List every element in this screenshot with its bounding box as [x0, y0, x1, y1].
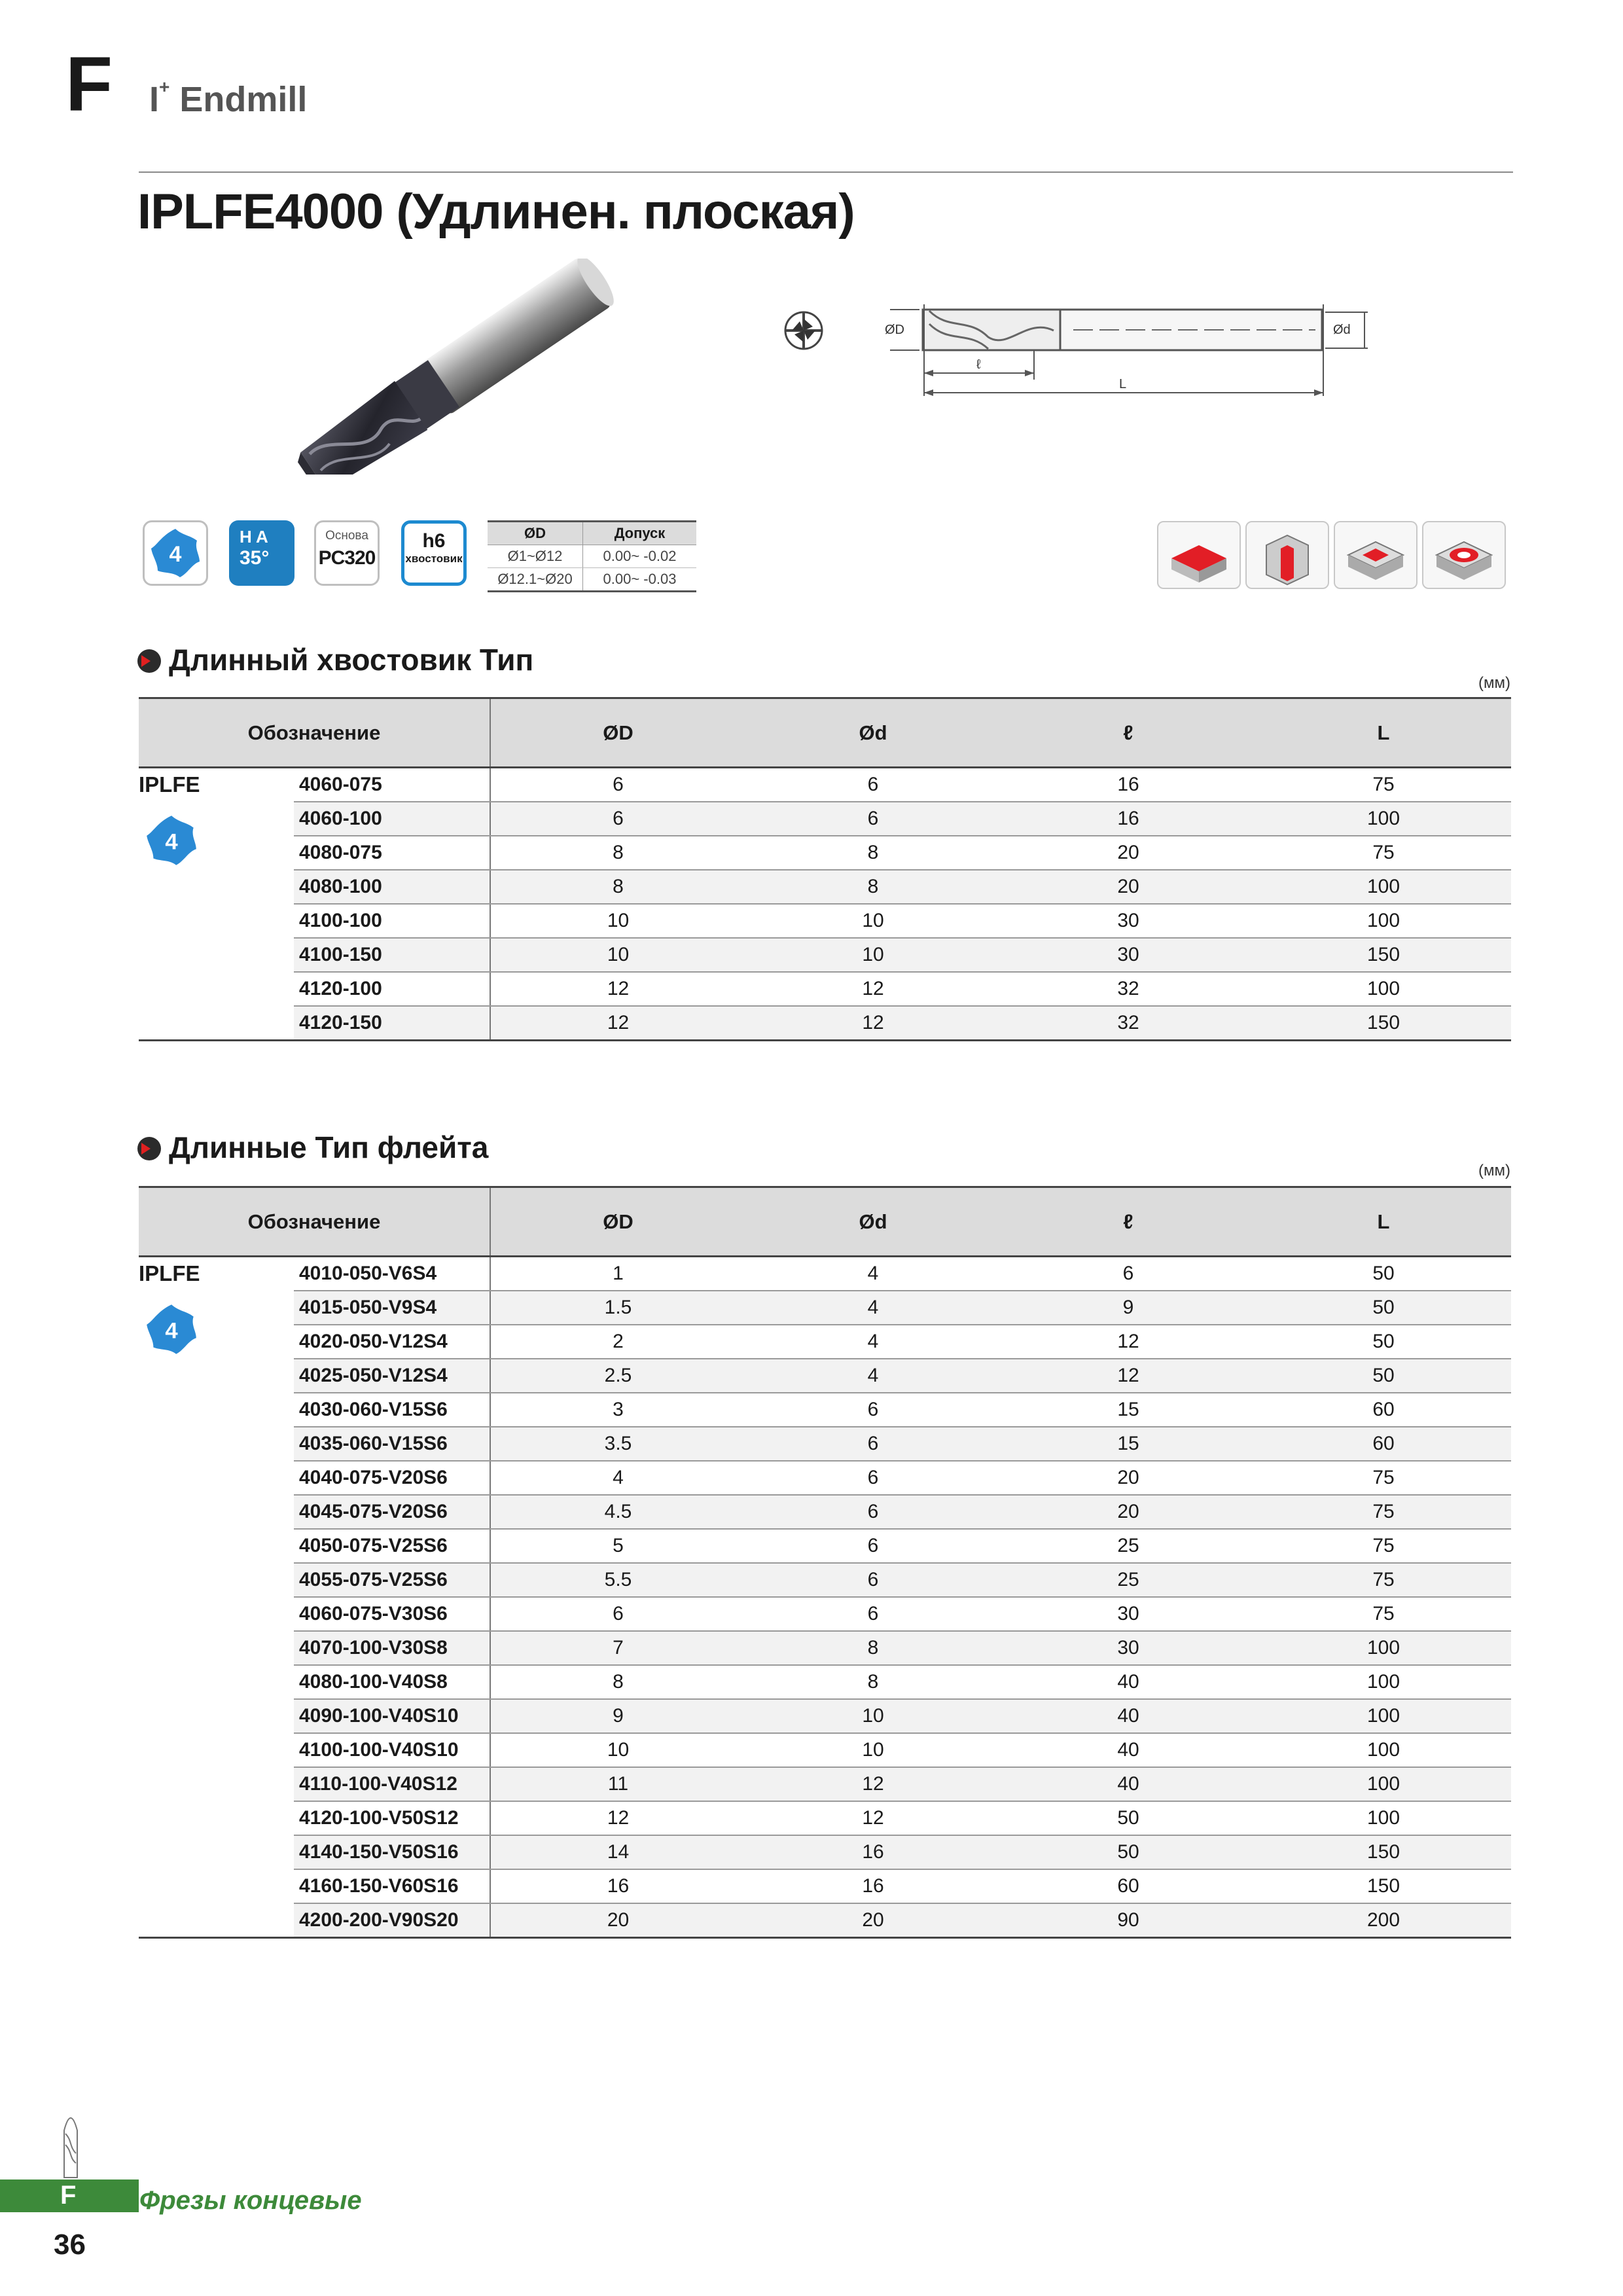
section-bullet-icon	[137, 1137, 161, 1160]
overall-length: 50	[1256, 1325, 1511, 1359]
table-row	[139, 1665, 1511, 1699]
item-code: 4100-100-V40S10	[294, 1733, 490, 1767]
diameter-D: 4.5	[490, 1495, 745, 1529]
tol-range: Ø1~Ø12	[488, 545, 583, 568]
unit-label: (мм)	[1478, 674, 1510, 692]
header-D: ØD	[490, 698, 745, 768]
application-pocketing-icon	[1334, 521, 1418, 589]
diameter-D: 10	[490, 1733, 745, 1767]
shank-d: 6	[745, 768, 1001, 802]
header-d: Ød	[745, 1187, 1001, 1257]
table-row	[139, 1325, 1511, 1359]
shank-d: 10	[745, 904, 1001, 938]
diameter-D: 12	[490, 1801, 745, 1835]
table-row	[139, 1257, 1511, 1291]
diameter-D: 6	[490, 1597, 745, 1631]
overall-length: 75	[1256, 768, 1511, 802]
item-code: 4080-100	[294, 870, 490, 904]
item-code: 4050-075-V25S6	[294, 1529, 490, 1563]
overall-length: 75	[1256, 1495, 1511, 1529]
item-code: 4120-100	[294, 972, 490, 1006]
flute-length: 25	[1001, 1563, 1256, 1597]
flute-length: 30	[1001, 1597, 1256, 1631]
flute-length: 20	[1001, 836, 1256, 870]
table-row	[139, 904, 1511, 938]
overall-length: 100	[1256, 1631, 1511, 1665]
series-prefix: IPLFE	[139, 1261, 200, 1285]
table-row	[139, 870, 1511, 904]
flute-length: 15	[1001, 1393, 1256, 1427]
diameter-D: 2	[490, 1325, 745, 1359]
flute-length: 12	[1001, 1325, 1256, 1359]
flute-length: 16	[1001, 768, 1256, 802]
drawing-label-D: ØD	[885, 323, 904, 337]
footer-category: Фрезы концевые	[139, 2186, 362, 2215]
overall-length: 75	[1256, 1529, 1511, 1563]
table-row	[139, 1835, 1511, 1869]
diameter-D: 4	[490, 1461, 745, 1495]
flutes-icon	[143, 520, 208, 586]
item-code: 4080-075	[294, 836, 490, 870]
section-letter: F	[65, 41, 113, 128]
item-code: 4060-075	[294, 768, 490, 802]
diameter-D: 8	[490, 1665, 745, 1699]
tolerance-table	[488, 520, 696, 592]
header-L: L	[1256, 698, 1511, 768]
shank-d: 8	[745, 836, 1001, 870]
diameter-D: 5	[490, 1529, 745, 1563]
endmill-photo	[262, 259, 648, 475]
diameter-D: 20	[490, 1903, 745, 1938]
shank-d: 10	[745, 938, 1001, 972]
shank-d: 6	[745, 1563, 1001, 1597]
item-code: 4120-150	[294, 1006, 490, 1041]
table-row	[139, 836, 1511, 870]
shank-d: 8	[745, 870, 1001, 904]
series-prefix: IPLFE	[139, 772, 200, 797]
flute-length: 32	[1001, 1006, 1256, 1041]
tol-header-D: ØD	[488, 522, 583, 545]
section-title-text: Длинные Тип флейта	[169, 1130, 489, 1164]
diameter-D: 3.5	[490, 1427, 745, 1461]
section-bullet-icon	[137, 649, 161, 673]
table-row	[139, 802, 1511, 836]
shank-d: 8	[745, 1665, 1001, 1699]
diameter-D: 12	[490, 972, 745, 1006]
overall-length: 100	[1256, 904, 1511, 938]
table-row	[139, 1393, 1511, 1427]
table-row	[139, 1427, 1511, 1461]
shank-d: 4	[745, 1359, 1001, 1393]
shank-d: 6	[745, 1427, 1001, 1461]
flutes-count: 4	[165, 829, 178, 855]
item-code: 4120-100-V50S12	[294, 1801, 490, 1835]
diameter-D: 2.5	[490, 1359, 745, 1393]
helix-angle-icon	[229, 520, 294, 586]
tol-value: 0.00~ -0.03	[583, 568, 697, 592]
item-code: 4040-075-V20S6	[294, 1461, 490, 1495]
flute-length: 25	[1001, 1529, 1256, 1563]
overall-length: 150	[1256, 1006, 1511, 1041]
series-label: Endmill	[179, 80, 308, 119]
item-code: 4035-060-V15S6	[294, 1427, 490, 1461]
long-shank-table	[139, 697, 1511, 1041]
shank-d: 10	[745, 1733, 1001, 1767]
unit-label: (мм)	[1478, 1162, 1510, 1179]
end-view-icon	[785, 312, 822, 349]
shank-d: 12	[745, 1767, 1001, 1801]
item-code: 4110-100-V40S12	[294, 1767, 490, 1801]
flute-length: 40	[1001, 1665, 1256, 1699]
shank-d: 4	[745, 1291, 1001, 1325]
table-row	[488, 545, 696, 568]
item-code: 4055-075-V25S6	[294, 1563, 490, 1597]
shank-d: 6	[745, 802, 1001, 836]
flute-length: 6	[1001, 1257, 1256, 1291]
diameter-D: 1.5	[490, 1291, 745, 1325]
diameter-D: 14	[490, 1835, 745, 1869]
item-code: 4060-100	[294, 802, 490, 836]
tol-value: 0.00~ -0.02	[583, 545, 697, 568]
table-row	[139, 1733, 1511, 1767]
shank-d: 12	[745, 1801, 1001, 1835]
overall-length: 60	[1256, 1393, 1511, 1427]
flutes-icon	[139, 797, 294, 877]
table-row	[139, 1767, 1511, 1801]
shank-d: 16	[745, 1869, 1001, 1903]
flutes-count: 4	[169, 542, 182, 567]
diameter-D: 3	[490, 1393, 745, 1427]
table-row	[139, 1903, 1511, 1938]
overall-length: 150	[1256, 1835, 1511, 1869]
shank-d: 6	[745, 1597, 1001, 1631]
grade-label: Основа	[325, 529, 368, 543]
shank-d: 20	[745, 1903, 1001, 1938]
shank-d: 4	[745, 1325, 1001, 1359]
flute-length: 15	[1001, 1427, 1256, 1461]
overall-length: 100	[1256, 1801, 1511, 1835]
grade-icon	[314, 520, 380, 586]
overall-length: 50	[1256, 1257, 1511, 1291]
flute-length: 30	[1001, 904, 1256, 938]
item-code: 4025-050-V12S4	[294, 1359, 490, 1393]
application-slotting-icon	[1245, 521, 1329, 589]
overall-length: 150	[1256, 938, 1511, 972]
header-L: L	[1256, 1187, 1511, 1257]
flute-length: 20	[1001, 1461, 1256, 1495]
shank-label: хвостовик	[405, 552, 463, 565]
overall-length: 50	[1256, 1359, 1511, 1393]
header-l: ℓ	[1001, 698, 1256, 768]
diameter-D: 8	[490, 870, 745, 904]
overall-length: 150	[1256, 1869, 1511, 1903]
shank-d: 6	[745, 1393, 1001, 1427]
diameter-D: 11	[490, 1767, 745, 1801]
table-row	[139, 1801, 1511, 1835]
endmill-thumbnail-icon	[56, 2104, 85, 2179]
item-code: 4140-150-V50S16	[294, 1835, 490, 1869]
flute-length: 40	[1001, 1699, 1256, 1733]
series-prefix: I	[149, 80, 160, 119]
flute-length: 9	[1001, 1291, 1256, 1325]
grade-value: PC320	[318, 547, 376, 569]
item-code: 4160-150-V60S16	[294, 1869, 490, 1903]
flute-length: 30	[1001, 1631, 1256, 1665]
helix-label: H A	[240, 527, 268, 547]
diameter-D: 6	[490, 802, 745, 836]
diameter-D: 7	[490, 1631, 745, 1665]
helix-value: 35°	[240, 547, 270, 569]
footer-section-letter: F	[60, 2181, 77, 2210]
diameter-D: 9	[490, 1699, 745, 1733]
drawing-label-d: Ød	[1333, 323, 1351, 337]
shank-tolerance-icon	[401, 520, 467, 586]
table-row	[139, 972, 1511, 1006]
flute-length: 50	[1001, 1801, 1256, 1835]
table-row	[139, 1563, 1511, 1597]
diameter-D: 12	[490, 1006, 745, 1041]
tol-range: Ø12.1~Ø20	[488, 568, 583, 592]
diameter-D: 8	[490, 836, 745, 870]
overall-length: 100	[1256, 1665, 1511, 1699]
overall-length: 75	[1256, 1597, 1511, 1631]
diameter-D: 1	[490, 1257, 745, 1291]
item-code: 4100-100	[294, 904, 490, 938]
flutes-count: 4	[165, 1318, 178, 1344]
shank-tolerance: h6	[422, 530, 446, 552]
shank-d: 6	[745, 1461, 1001, 1495]
item-code: 4200-200-V90S20	[294, 1903, 490, 1938]
table-row	[139, 1495, 1511, 1529]
diameter-D: 6	[490, 768, 745, 802]
diameter-D: 5.5	[490, 1563, 745, 1597]
application-face-milling-icon	[1157, 521, 1241, 589]
overall-length: 100	[1256, 802, 1511, 836]
header-divider	[139, 171, 1513, 173]
overall-length: 75	[1256, 836, 1511, 870]
header-designation: Обозначение	[139, 698, 490, 768]
shank-d: 4	[745, 1257, 1001, 1291]
page-number: 36	[54, 2229, 86, 2261]
overall-length: 50	[1256, 1291, 1511, 1325]
series-prefix-cell	[139, 1257, 294, 1938]
item-code: 4020-050-V12S4	[294, 1325, 490, 1359]
shank-d: 16	[745, 1835, 1001, 1869]
item-code: 4070-100-V30S8	[294, 1631, 490, 1665]
diameter-D: 16	[490, 1869, 745, 1903]
table-row	[139, 938, 1511, 972]
shank-d: 12	[745, 972, 1001, 1006]
item-code: 4015-050-V9S4	[294, 1291, 490, 1325]
flutes-icon	[139, 1286, 294, 1366]
section-title-long-flute	[137, 1132, 488, 1162]
flute-length: 12	[1001, 1359, 1256, 1393]
item-code: 4100-150	[294, 938, 490, 972]
overall-length: 100	[1256, 1767, 1511, 1801]
header-designation: Обозначение	[139, 1187, 490, 1257]
section-title-long-shank	[137, 645, 533, 675]
diameter-D: 10	[490, 904, 745, 938]
item-code: 4080-100-V40S8	[294, 1665, 490, 1699]
series-prefix-cell	[139, 768, 294, 1041]
table-row	[139, 1869, 1511, 1903]
series-name	[149, 77, 308, 119]
overall-length: 60	[1256, 1427, 1511, 1461]
table-row	[139, 768, 1511, 802]
overall-length: 100	[1256, 972, 1511, 1006]
overall-length: 100	[1256, 1699, 1511, 1733]
overall-length: 75	[1256, 1563, 1511, 1597]
shank-d: 8	[745, 1631, 1001, 1665]
overall-length: 100	[1256, 870, 1511, 904]
flute-length: 50	[1001, 1835, 1256, 1869]
table-row	[139, 1006, 1511, 1041]
item-code: 4010-050-V6S4	[294, 1257, 490, 1291]
shank-d: 6	[745, 1529, 1001, 1563]
item-code: 4030-060-V15S6	[294, 1393, 490, 1427]
table-row	[139, 1461, 1511, 1495]
application-plunging-icon	[1422, 521, 1506, 589]
flute-length: 20	[1001, 1495, 1256, 1529]
header-l: ℓ	[1001, 1187, 1256, 1257]
item-code: 4045-075-V20S6	[294, 1495, 490, 1529]
header-d: Ød	[745, 698, 1001, 768]
item-code: 4060-075-V30S6	[294, 1597, 490, 1631]
table-row	[139, 1699, 1511, 1733]
drawing-label-L: L	[1119, 377, 1127, 391]
diameter-D: 10	[490, 938, 745, 972]
series-sup: +	[159, 77, 170, 97]
flute-length: 20	[1001, 870, 1256, 904]
shank-d: 10	[745, 1699, 1001, 1733]
dimension-drawing	[772, 259, 1387, 416]
table-row	[139, 1291, 1511, 1325]
overall-length: 100	[1256, 1733, 1511, 1767]
page-title: IPLFE4000 (Удлинен. плоская)	[137, 184, 855, 240]
flute-length: 16	[1001, 802, 1256, 836]
overall-length: 75	[1256, 1461, 1511, 1495]
long-flute-table	[139, 1186, 1511, 1939]
table-row	[139, 1359, 1511, 1393]
flute-length: 40	[1001, 1733, 1256, 1767]
flute-length: 60	[1001, 1869, 1256, 1903]
section-title-text: Длинный хвостовик Тип	[169, 643, 534, 677]
shank-d: 12	[745, 1006, 1001, 1041]
table-row	[488, 568, 696, 592]
shank-d: 6	[745, 1495, 1001, 1529]
table-row	[139, 1529, 1511, 1563]
flute-length: 40	[1001, 1767, 1256, 1801]
flute-length: 32	[1001, 972, 1256, 1006]
item-code: 4090-100-V40S10	[294, 1699, 490, 1733]
flute-length: 30	[1001, 938, 1256, 972]
table-row	[139, 1631, 1511, 1665]
table-row	[139, 1597, 1511, 1631]
tol-header-tol: Допуск	[583, 522, 697, 545]
flute-length: 90	[1001, 1903, 1256, 1938]
header-D: ØD	[490, 1187, 745, 1257]
drawing-label-l: ℓ	[976, 357, 981, 372]
overall-length: 200	[1256, 1903, 1511, 1938]
